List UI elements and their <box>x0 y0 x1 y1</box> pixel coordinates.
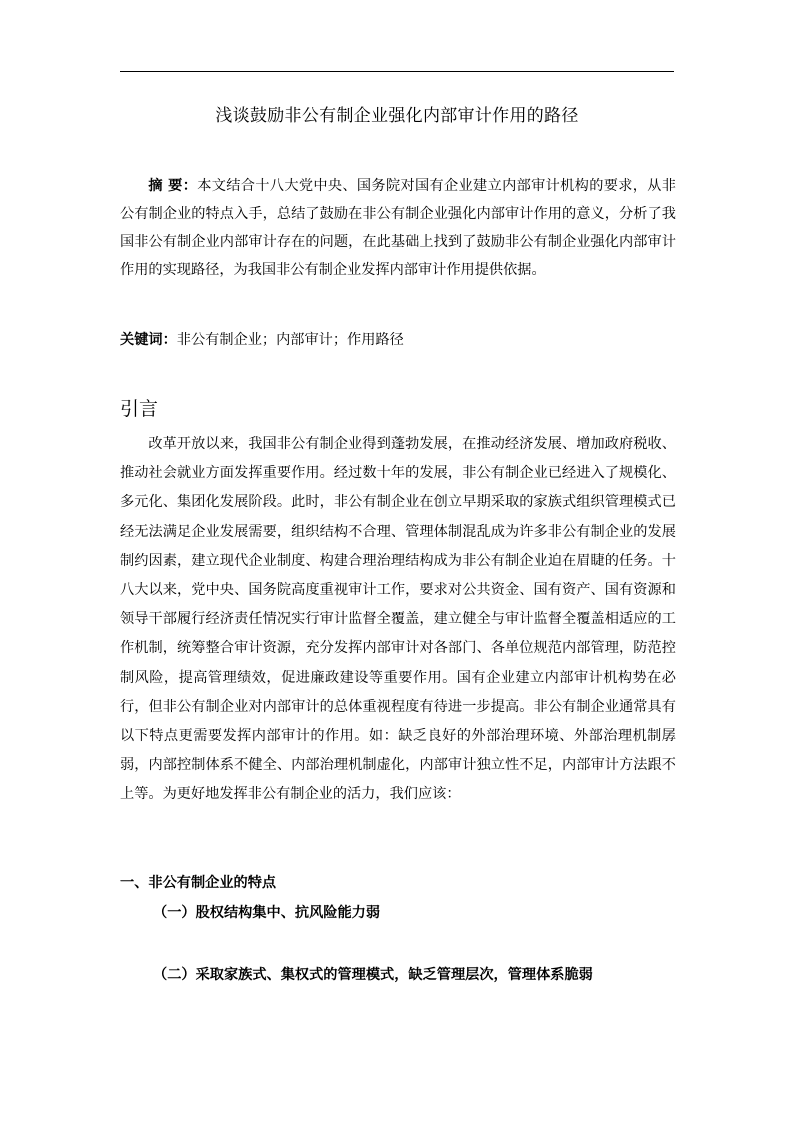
keywords-label: 关键词： <box>120 332 177 348</box>
section-heading-1: 一、非公有制企业的特点 <box>120 875 277 891</box>
intro-heading: 引言 <box>120 398 159 420</box>
subsection-heading-2: （二）采取家族式、集权式的管理模式，缺乏管理层次，管理体系脆弱 <box>153 967 593 983</box>
abstract-paragraph <box>120 172 676 284</box>
subsection-heading-1: （一）股权结构集中、抗风险能力弱 <box>153 905 381 921</box>
keywords-text: 非公有制企业；内部审计；作用路径 <box>176 332 404 348</box>
header-rule <box>120 71 674 72</box>
document-title: 浅谈鼓励非公有制企业强化内部审计作用的路径 <box>215 106 579 126</box>
keywords-line <box>120 326 676 354</box>
abstract-label: 摘 要： <box>148 178 198 194</box>
intro-paragraph: 改革开放以来，我国非公有制企业得到蓬勃发展，在推动经济发展、增加政府税收、推动社会就业方面发挥重要作用。经过数十年的发展，非公有制企业已经进入了规模化、多元化、集团化发展阶段。此时，非公有制企业在创立早期采取的家族式组织管理模式已经无法满足企业发展需要，组织结构不合理、管理体制混乱成为许多非公有制企业的发展制约因素，建立现代企业制度、构建合理治理结构成为非公有制企业迫在眉睫的任务。十八大以来，党中央、国务院高度重视审计工作，要求对公共资金、国有资产、国有资源和领导干部履行经济责任情况实行审计监督全覆盖，建立健全与审计监督全覆盖相适应的工作机制，统筹整合审计资源，充分发挥内部审计对各部门、各单位规范内部管理，防范控制风险，提高管理绩效，促进廉政建设等重要作用。国有企业建立内部审计机构势在必行，但非公有制企业对内部审计的总体重视程度有待进一步提高。非公有制企业通常具有以下特点更需要发挥内部审计的作用。如：缺乏良好的外部治理环境、外部治理机制孱弱，内部控制体系不健全、内部治理机制虚化，内部审计独立性不足，内部审计方法跟不上等。为更好地发挥非公有制企业的活力，我们应该： <box>120 436 676 803</box>
abstract-text: 本文结合十八大党中央、国务院对国有企业建立内部审计机构的要求，从非公有制企业的特点入手，总结了鼓励在非公有制企业强化内部审计作用的意义，分析了我国非公有制企业内部审计存在的问题，在此基础上找到了鼓励非公有制企业强化内部审计作用的实现路径，为我国非公有制企业发挥内部审计作用提供依据。 <box>120 178 676 278</box>
